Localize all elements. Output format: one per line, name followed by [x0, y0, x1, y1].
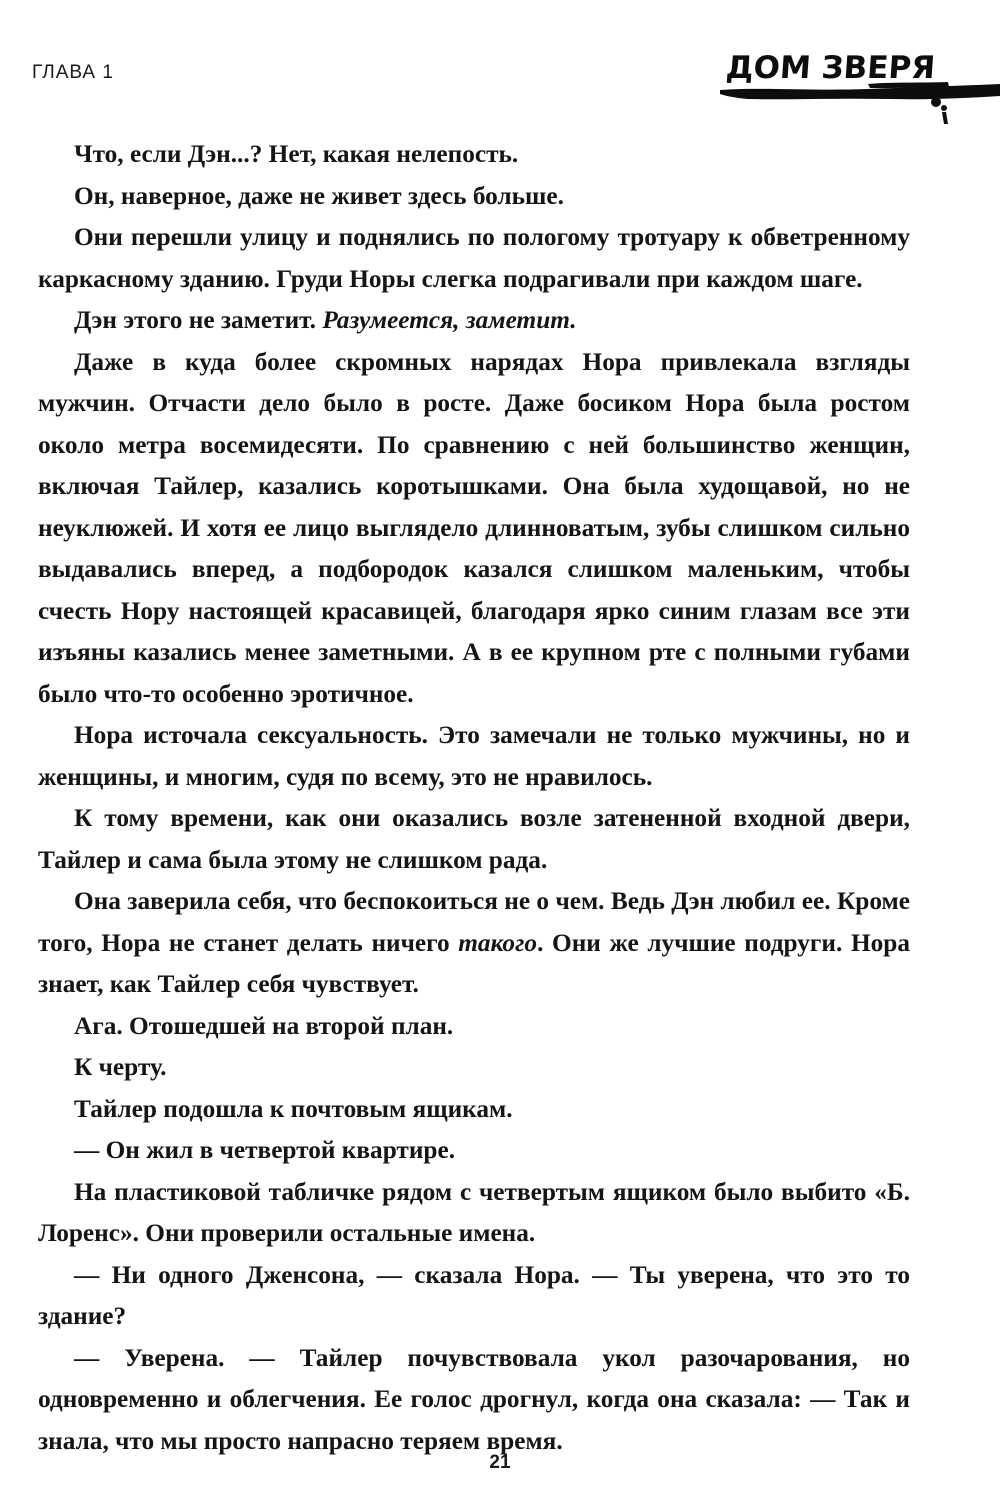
paragraph: [38, 1006, 910, 1048]
paragraph: [38, 1089, 910, 1131]
text-run: Тайлер подошла к почтовым ящикам.: [74, 1094, 513, 1123]
paragraph: [38, 1172, 910, 1255]
book-title: ДОМ ЗВЕРЯ: [724, 50, 937, 86]
text-run: К тому времени, как они оказались возле затененной входной двери, Тайлер и сама была этому не слишком рада.: [38, 804, 910, 874]
text-run: — Он жил в четвертой квартире.: [74, 1136, 456, 1164]
text-run: . Они же лучшие подруги. Нора знает, как Тайлер себя чувствует.: [38, 928, 910, 998]
paragraph: [38, 134, 910, 176]
paragraph: [38, 1255, 910, 1338]
text-run: Ага. Отошедшей на второй план.: [74, 1011, 454, 1040]
paragraph: [38, 342, 910, 716]
text-run: — Ни одного Дженсона, — сказала Нора. — Ты уверена, что это то здание?: [38, 1260, 910, 1330]
paragraph: [38, 798, 910, 881]
page-number: 21: [489, 1452, 511, 1473]
text-run: — Уверена. — Тайлер почувствовала укол разочарования, но одновременно и облегчения. Ее голос дрогнул, когда она сказала: — Так и знала, что мы просто напрасно теряем время.: [38, 1343, 910, 1455]
text-run: Нора источала сексуальность. Это замечали не только мужчины, но и женщины, и многим, судя по всему, это не нравилось.: [38, 721, 910, 791]
text-run: Он, наверное, даже не живет здесь больше.: [74, 181, 564, 210]
paragraph: [38, 881, 910, 1006]
text-run: Дэн этого не заметит.: [74, 306, 323, 334]
paragraph: [38, 217, 910, 300]
text-run: На пластиковой табличке рядом с четвертым ящиком было выбито «Б. Лоренс». Они проверили остальные имена.: [38, 1177, 910, 1247]
text-run: Что, если Дэн...? Нет, какая нелепость.: [74, 140, 519, 168]
body-text: [38, 134, 910, 1462]
italic-text: Разумеется, заметит.: [322, 306, 577, 334]
paragraph: [38, 1130, 910, 1172]
chapter-label: ГЛАВА 1: [32, 62, 114, 83]
text-run: Она заверила себя, что беспокоиться не о чем. Ведь Дэн любил ее. Кроме того, Нора не станет делать ничего: [38, 887, 910, 957]
paragraph: [38, 715, 910, 798]
text-run: Даже в куда более скромных нарядах Нора привлекала взгляды мужчин. Отчасти дело было в росте. Даже босиком Нора была ростом около метра восемидесяти. По сравнению с ней большинство женщин, включая Тайлер, казались коротышками. Она была худощавой, но не неуклюжей. И хотя ее лицо выглядело длинноватым, зубы слишком сильно выдавались вперед, а подбородок казался слишком маленьким, чтобы счесть Нору настоящей красавицей, благодаря ярко синим глазам все эти изъяны казались менее заметными. А в ее крупном рте с полными губами было что-то особенно эротичное.: [38, 347, 910, 708]
book-title-block: [718, 38, 1000, 128]
italic-text: такого: [458, 928, 538, 957]
text-run: К черту.: [74, 1053, 167, 1081]
paragraph: [38, 1338, 910, 1463]
paragraph: [38, 1047, 910, 1089]
paragraph: [38, 300, 910, 342]
paragraph: [38, 176, 910, 218]
text-run: Они перешли улицу и поднялись по пологому тротуару к обветренному каркасному зданию. Груди Норы слегка подрагивали при каждом шаге.: [38, 223, 910, 293]
